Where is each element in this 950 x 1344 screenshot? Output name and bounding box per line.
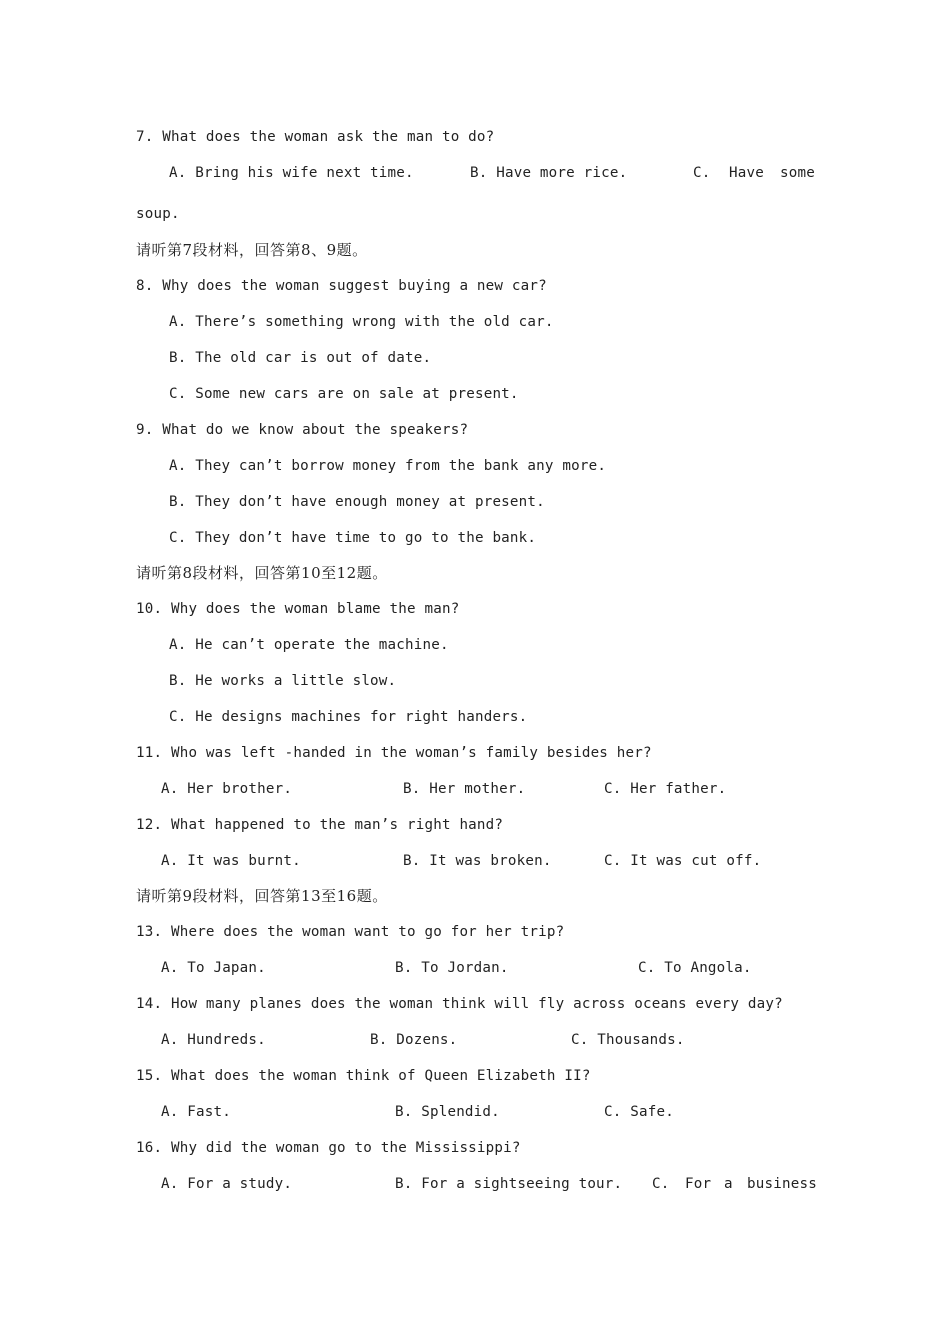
question-14: 14. How many planes does the woman think will fly across oceans every day? [136, 996, 783, 1012]
q8-option-a: A. There’s something wrong with the old car. [169, 314, 554, 330]
q12-option-c: C. It was cut off. [604, 853, 762, 869]
q9-option-b: B. They don’t have enough money at present. [169, 494, 545, 510]
q11-option-a: A. Her brother. [161, 781, 293, 797]
question-11: 11. Who was left -handed in the woman’s family besides her? [136, 745, 652, 761]
q13-option-b: B. To Jordan. [395, 960, 509, 976]
q14-option-a: A. Hundreds. [161, 1032, 266, 1048]
q7-option-a: A. Bring his wife next time. [169, 165, 414, 181]
section-heading-9: 请听第9段材料，回答第13至16题。 [136, 887, 388, 905]
section-heading-7: 请听第7段材料，回答第8、9题。 [136, 241, 368, 259]
q15-option-a: A. Fast. [161, 1104, 231, 1120]
q15-option-b: B. Splendid. [395, 1104, 500, 1120]
q16-option-c-letter: C. [652, 1176, 670, 1192]
question-16: 16. Why did the woman go to the Mississippi? [136, 1140, 521, 1156]
q7-option-c-continuation: soup. [136, 206, 180, 222]
question-12: 12. What happened to the man’s right hand? [136, 817, 504, 833]
question-7: 7. What does the woman ask the man to do? [136, 129, 495, 145]
q8-option-b: B. The old car is out of date. [169, 350, 432, 366]
q10-option-b: B. He works a little slow. [169, 673, 397, 689]
question-10: 10. Why does the woman blame the man? [136, 601, 460, 617]
q16-option-a: A. For a study. [161, 1176, 293, 1192]
q7-option-c-word-2: some [780, 165, 815, 181]
q10-option-c: C. He designs machines for right handers. [169, 709, 528, 725]
q11-option-c: C. Her father. [604, 781, 727, 797]
q16-option-c-word-2: a [724, 1176, 733, 1192]
q14-option-b: B. Dozens. [370, 1032, 458, 1048]
q13-option-a: A. To Japan. [161, 960, 266, 976]
q14-option-c: C. Thousands. [571, 1032, 685, 1048]
q16-option-c-word-1: For [685, 1176, 712, 1192]
q7-option-c-letter: C. [693, 165, 711, 181]
q11-option-b: B. Her mother. [403, 781, 526, 797]
q9-option-c: C. They don’t have time to go to the bank. [169, 530, 537, 546]
question-13: 13. Where does the woman want to go for her trip? [136, 924, 565, 940]
q13-option-c: C. To Angola. [638, 960, 752, 976]
question-8: 8. Why does the woman suggest buying a new car? [136, 278, 547, 294]
q12-option-b: B. It was broken. [403, 853, 552, 869]
question-15: 15. What does the woman think of Queen Elizabeth II? [136, 1068, 591, 1084]
section-heading-8: 请听第8段材料，回答第10至12题。 [136, 564, 388, 582]
q7-option-c-word-1: Have [729, 165, 764, 181]
q8-option-c: C. Some new cars are on sale at present. [169, 386, 519, 402]
q15-option-c: C. Safe. [604, 1104, 674, 1120]
q16-option-c-word-3: business [747, 1176, 817, 1192]
q9-option-a: A. They can’t borrow money from the bank any more. [169, 458, 607, 474]
q7-option-b: B. Have more rice. [470, 165, 628, 181]
q16-option-b: B. For a sightseeing tour. [395, 1176, 623, 1192]
question-9: 9. What do we know about the speakers? [136, 422, 469, 438]
q12-option-a: A. It was burnt. [161, 853, 301, 869]
q10-option-a: A. He can’t operate the machine. [169, 637, 449, 653]
